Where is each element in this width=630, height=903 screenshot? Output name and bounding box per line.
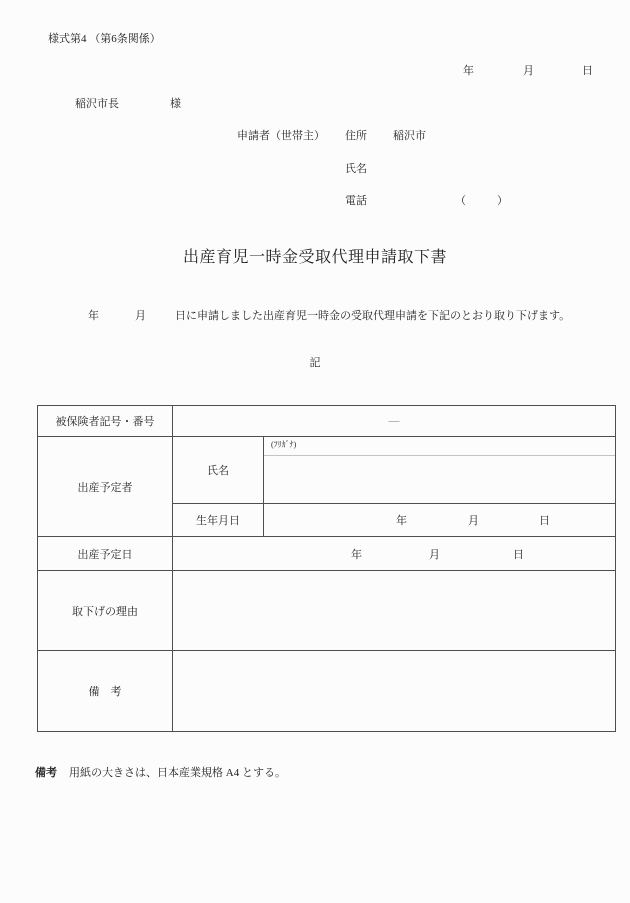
date-day-label: 日 (582, 65, 593, 77)
furigana-label: (ﾌﾘｶﾞﾅ) (271, 440, 297, 449)
birth-day-label: 日 (539, 515, 550, 527)
name-row-label: 氏名 (173, 437, 264, 504)
statement-year-label: 年 (88, 310, 99, 322)
phone-paren-close: ） (497, 195, 508, 207)
phone-paren-open: （ (455, 195, 466, 207)
due-year-label: 年 (351, 548, 362, 561)
addressee-title: 稲沢市長 (75, 98, 119, 110)
insured-symbol-number-value: ― (173, 406, 616, 437)
withdrawal-reason-label: 取下げの理由 (38, 571, 173, 651)
birth-year-label: 年 (396, 515, 407, 527)
furigana-row (264, 437, 615, 456)
birth-date-input-cell (264, 504, 616, 537)
birth-date-label: 生年月日 (173, 504, 264, 537)
applicant-address-label: 住所 (345, 130, 367, 142)
expectant-mother-label: 出産予定者 (38, 437, 173, 537)
name-input-area (264, 456, 615, 501)
due-date-input-cell (173, 537, 616, 571)
paper-size-note (35, 764, 286, 780)
birth-month-label: 月 (468, 515, 479, 527)
applicant-address-value: 稲沢市 (393, 130, 426, 142)
record-mark: 記 (309, 357, 321, 369)
row-withdrawal-reason (38, 571, 616, 651)
withdrawal-detail-table (37, 405, 616, 732)
due-day-label: 日 (513, 548, 524, 561)
paper-size-note-text: 用紙の大きさは、日本産業規格 A4 とする。 (69, 767, 286, 779)
statement-month-label: 月 (135, 310, 146, 322)
row-remarks (38, 651, 616, 732)
insured-symbol-number-label: 被保険者記号・番号 (38, 406, 173, 437)
remarks-input-cell (173, 651, 616, 732)
document-title: 出産育児一時金受取代理申請取下書 (182, 249, 447, 266)
applicant-name-label: 氏名 (345, 163, 367, 175)
due-month-label: 月 (429, 548, 440, 561)
row-expectant-mother-name (38, 437, 616, 504)
applicant-phone-label: 電話 (345, 195, 367, 207)
row-due-date (38, 537, 616, 571)
applicant-label: 申請者（世帯主） (237, 130, 325, 142)
remarks-label: 備 考 (38, 651, 173, 732)
form-number: 様式第4 （第6条関係） (48, 33, 161, 45)
due-date-label: 出産予定日 (38, 537, 173, 571)
statement-sentence: 日に申請しました出産育児一時金の受取代理申請を下記のとおり取り下げます。 (175, 310, 571, 322)
withdrawal-reason-input-cell (173, 571, 616, 651)
date-year-label: 年 (463, 65, 474, 77)
addressee-honorific: 様 (170, 98, 181, 110)
name-input-cell (264, 437, 616, 504)
date-month-label: 月 (523, 65, 534, 77)
paper-size-note-label: 備考 (35, 767, 57, 779)
row-insured-symbol-number (38, 406, 616, 437)
